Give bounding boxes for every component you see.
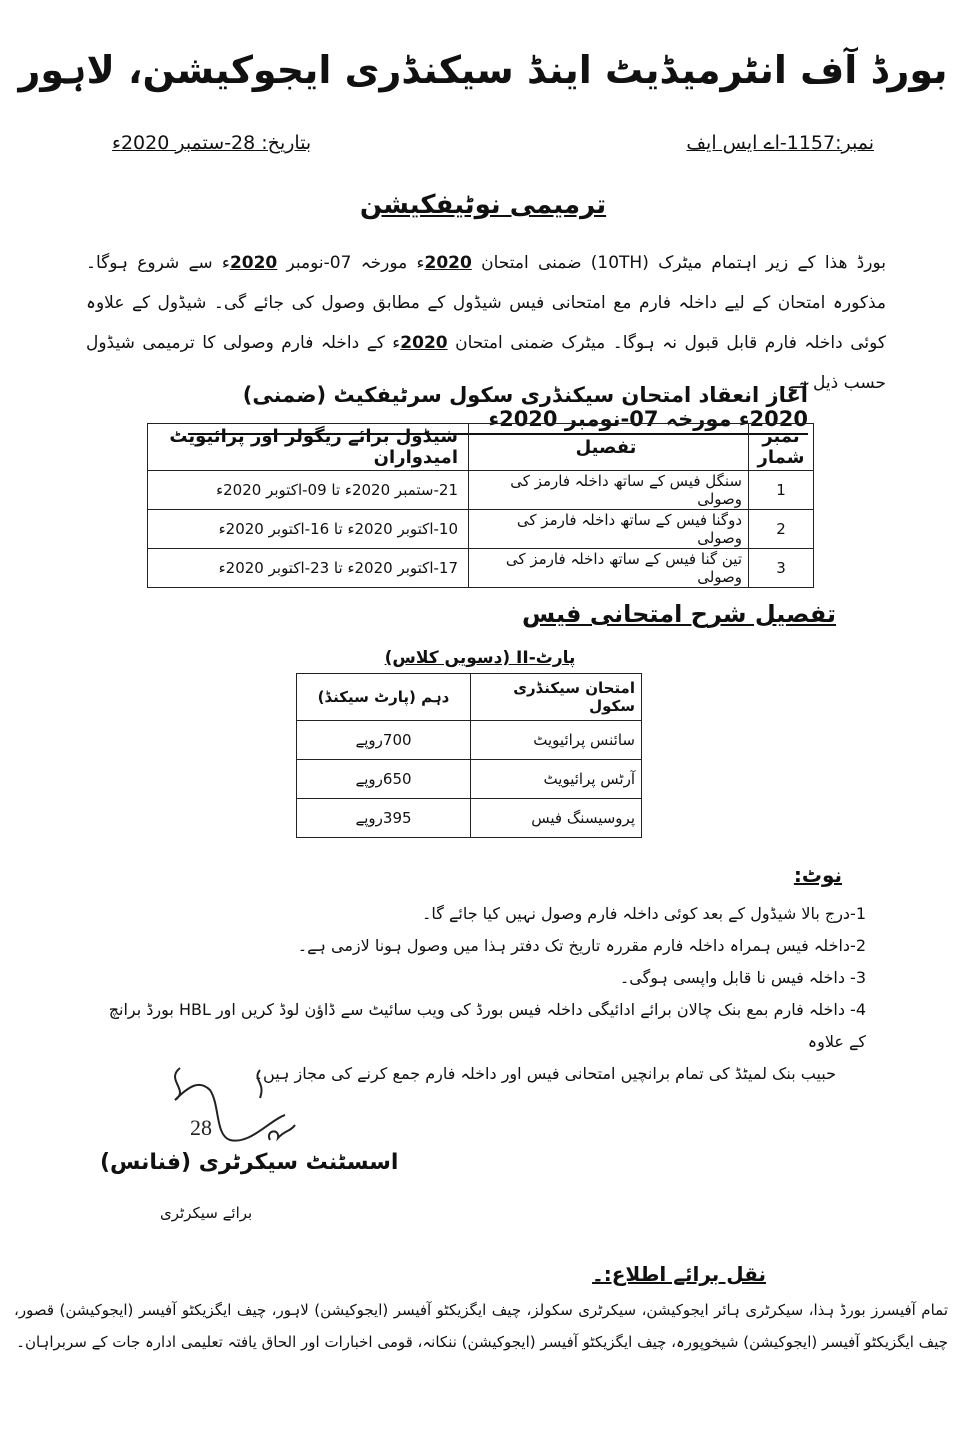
fee-header-row	[297, 674, 642, 721]
intro-year: 2020	[229, 253, 278, 273]
copy-to-heading: نقل برائے اطلاع:۔	[592, 1262, 766, 1286]
fee-category: آرٹس پرائیویٹ	[471, 760, 642, 799]
document-date: بتاریخ: 28-ستمبر 2020ء	[112, 132, 312, 154]
schedule-header-row	[148, 424, 814, 471]
row-schedule: 21-ستمبر 2020ء تا 09-اکتوبر 2020ء	[148, 471, 469, 510]
fee-category: سائنس پرائیویٹ	[471, 721, 642, 760]
signature-date: 28	[190, 1115, 212, 1140]
table-row	[148, 549, 814, 588]
note-item: 4- داخلہ فارم بمع بنک چالان برائے ادائیگی داخلہ فیس بورڈ کی ویب سائیٹ سے ڈاؤن لوڈ کریں اور HBL بورڈ برانچ کے علاوہ	[108, 1000, 866, 1051]
row-detail: سنگل فیس کے ساتھ داخلہ فارمز کی وصولی	[469, 471, 749, 510]
notes-heading: نوٹ:	[793, 863, 842, 887]
copy-to-recipients: تمام آفیسرز بورڈ ہذا، سیکرٹری ہائر ایجوکیشن، سیکرٹری سکولز، چیف ایگزیکٹو آفیسر (ایجوکیشن) لاہور، چیف ایگزیکٹو آفیسر (ایجوکیشن) قصور، چیف ایگزیکٹو آفیسر (ایجوکیشن) شیخوپورہ، چیف ایگزیکٹو آفیسر (ایجوکیشن) ننکانہ، قومی اخبارات اور الحاق یافتہ تعلیمی ادارہ جات کے سربراہان۔	[14, 1301, 948, 1351]
schedule-table	[147, 423, 814, 588]
note-item: 1-درج بالا شیڈول کے بعد کوئی داخلہ فارم وصول نہیں کیا جائے گا۔	[422, 904, 866, 923]
row-number: 3	[749, 549, 814, 588]
fee-category: پروسیسنگ فیس	[471, 799, 642, 838]
signatory-subtitle: برائے سیکرٹری	[160, 1204, 253, 1222]
reference-number: نمبر:1157-اے ایس ایف	[686, 132, 874, 154]
column-header: دہم (پارٹ سیکنڈ)	[297, 674, 471, 721]
signatory-title: اسسٹنٹ سیکرٹری (فنانس)	[100, 1150, 399, 1175]
table-row	[297, 721, 642, 760]
note-item-continued: حبیب بنک لمیٹڈ کی تمام برانچیں امتحانی فیس اور داخلہ فارم جمع کرنے کی مجاز ہیں۔	[253, 1064, 836, 1083]
notification-title: ترمیمی نوٹیفکیشن	[359, 190, 607, 220]
table-row	[297, 799, 642, 838]
row-number: 1	[749, 471, 814, 510]
intro-text: ء مورخہ 07-نومبر	[277, 253, 425, 273]
row-number: 2	[749, 510, 814, 549]
row-detail: تین گنا فیس کے ساتھ داخلہ فارمز کی وصولی	[469, 549, 749, 588]
intro-paragraph	[86, 243, 886, 403]
table-row	[148, 471, 814, 510]
column-header: نمبر شمار	[749, 424, 814, 471]
intro-text: ء سے شروع ہوگا۔ مذکورہ امتحان کے لیے داخلہ فارم مع امتحانی فیس شیڈول کے مطابق وصول کی جائے گی۔ شیڈول کے علاوہ کوئی داخلہ فارم قابل قبول نہ ہوگا۔ میٹرک ضمنی امتحان	[86, 253, 887, 353]
row-schedule: 10-اکتوبر 2020ء تا 16-اکتوبر 2020ء	[148, 510, 469, 549]
fee-amount: 700روپے	[297, 721, 471, 760]
note-item: 3- داخلہ فیس نا قابل واپسی ہوگی۔	[619, 968, 866, 987]
column-header: امتحان سیکنڈری سکول	[471, 674, 642, 721]
table-row	[148, 510, 814, 549]
fee-section-title: تفصیل شرح امتحانی فیس	[522, 600, 836, 628]
fee-amount: 395روپے	[297, 799, 471, 838]
intro-year: 2020	[424, 253, 472, 273]
row-detail: دوگنا فیس کے ساتھ داخلہ فارمز کی وصولی	[469, 510, 749, 549]
part-title: پارٹ-II (دسویں کلاس)	[384, 648, 576, 668]
fee-amount: 650روپے	[297, 760, 471, 799]
intro-text: بورڈ ھذا کے زیر اہتمام میٹرک (10TH) ضمنی امتحان	[471, 253, 886, 273]
intro-text: ء کے داخلہ فارم وصولی کا ترمیمی شیڈول حسب ذیل ہے۔	[86, 333, 886, 393]
intro-year: 2020	[400, 333, 448, 353]
row-schedule: 17-اکتوبر 2020ء تا 23-اکتوبر 2020ء	[148, 549, 469, 588]
board-title: بورڈ آف انٹرمیڈیٹ اینڈ سیکنڈری ایجوکیشن، لاہور	[18, 48, 948, 92]
fee-table	[296, 673, 642, 838]
column-header: تفصیل	[469, 424, 749, 471]
schedule-title: آغاز انعقاد امتحان سیکنڈری سکول سرٹیفکیٹ (ضمنی) 2020ء مورخہ 07-نومبر 2020ء	[188, 383, 808, 435]
note-item: 2-داخلہ فیس ہمراہ داخلہ فارم مقررہ تاریخ تک دفتر ہذا میں وصول ہونا لازمی ہے۔	[297, 936, 866, 955]
column-header: شیڈول برائے ریگولر اور پرائیویٹ امیدواران	[148, 424, 469, 471]
table-row	[297, 760, 642, 799]
